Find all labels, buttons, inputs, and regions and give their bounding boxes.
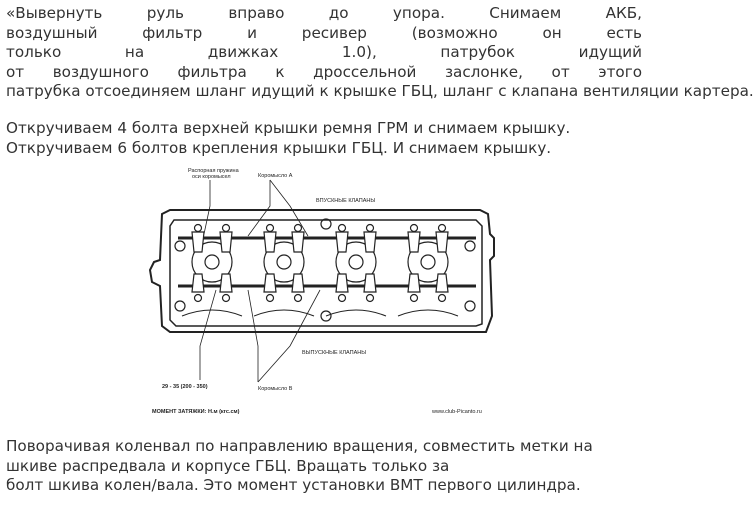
valve-adjuster [339, 295, 346, 302]
rocker-arm-lower [364, 274, 376, 292]
rocker-arm-upper [436, 232, 448, 252]
valve-adjuster [295, 295, 302, 302]
label-spring-line2: оси коромысел [192, 174, 231, 180]
label-intake-valves: ВПУСКНЫЕ КЛАПАНЫ [316, 198, 376, 204]
valve-adjuster [295, 225, 302, 232]
valve-adjuster [267, 225, 274, 232]
label-rocker-b: Коромысло В [258, 386, 293, 392]
label-torque-value: 29 - 35 (200 - 350) [162, 384, 208, 390]
bolt-hole [465, 241, 475, 251]
valve-adjuster [367, 225, 374, 232]
intro-line: от воздушного фильтра к дроссельной заслонке, от этого [6, 62, 642, 81]
label-rocker-a: Коромысло А [258, 173, 293, 179]
valve-adjuster [339, 225, 346, 232]
intro-line: воздушный фильтр и ресивер (возможно он есть [6, 23, 642, 42]
spark-plug-hole [205, 255, 219, 269]
valve-adjuster [411, 225, 418, 232]
exhaust-port-arc [326, 310, 386, 316]
spark-plug-hole [349, 255, 363, 269]
cylinder-head-diagram [140, 166, 510, 424]
rocker-arm-upper [220, 232, 232, 252]
rocker-arm-lower [408, 274, 420, 292]
intro-line: «Вывернуть руль вправо до упора. Снимаем АКБ, [6, 4, 642, 22]
rocker-arm-lower [336, 274, 348, 292]
exhaust-port-arc [182, 310, 242, 316]
valve-adjuster [439, 295, 446, 302]
rocker-arm-lower [264, 274, 276, 292]
closing-line: болт шкива колен/вала. Это момент установки ВМТ первого цилиндра. [6, 476, 581, 494]
spark-plug-hole [421, 255, 435, 269]
rocker-arm-upper [192, 232, 204, 252]
valve-adjuster [195, 225, 202, 232]
exhaust-port-arc [254, 310, 314, 316]
instruction-line-1: Откручиваем 4 болта верхней крышки ремня ГРМ и снимаем крышку. [6, 119, 571, 137]
bolt-hole [465, 301, 475, 311]
intro-paragraph [6, 4, 754, 102]
intro-line: патрубка отсоединяем шланг идущий к крышке ГБЦ, шланг с клапана вентиляции картера. [6, 82, 754, 100]
closing-line: шкиве распредвала и корпусе ГБЦ. Вращать только за [6, 456, 450, 475]
valve-adjuster [223, 225, 230, 232]
rocker-arm-upper [292, 232, 304, 252]
rocker-arm-lower [220, 274, 232, 292]
watermark-text: www.club-Picanto.ru [432, 409, 482, 415]
label-torque-caption: МОМЕНТ ЗАТЯЖКИ: Н.м (кгс.см) [152, 409, 240, 415]
label-exhaust-valves: ВЫПУСКНЫЕ КЛАПАНЫ [302, 350, 367, 356]
valve-adjuster [439, 225, 446, 232]
valve-adjuster [267, 295, 274, 302]
rocker-arm-upper [336, 232, 348, 252]
bolt-hole [175, 301, 185, 311]
rocker-arm-lower [292, 274, 304, 292]
valve-adjuster [223, 295, 230, 302]
closing-line: Поворачивая коленвал по направлению вращения, совместить метки на [6, 437, 593, 455]
valve-adjuster [411, 295, 418, 302]
instruction-line-2: Откручиваем 6 болтов крепления крышки ГБЦ. И снимаем крышку. [6, 138, 552, 157]
rocker-arm-lower [192, 274, 204, 292]
spark-plug-hole [277, 255, 291, 269]
rocker-arm-upper [408, 232, 420, 252]
bolt-hole [175, 241, 185, 251]
intro-line: только на движках 1.0), патрубок идущий [6, 43, 642, 61]
rocker-arm-upper [364, 232, 376, 252]
instructions-paragraph [6, 119, 642, 158]
valve-adjuster [367, 295, 374, 302]
rocker-arm-lower [436, 274, 448, 292]
exhaust-port-arc [398, 310, 458, 316]
closing-paragraph [6, 437, 642, 496]
label-spring-line1: Распорная пружина [188, 168, 239, 174]
valve-adjuster [195, 295, 202, 302]
rocker-arm-upper [264, 232, 276, 252]
